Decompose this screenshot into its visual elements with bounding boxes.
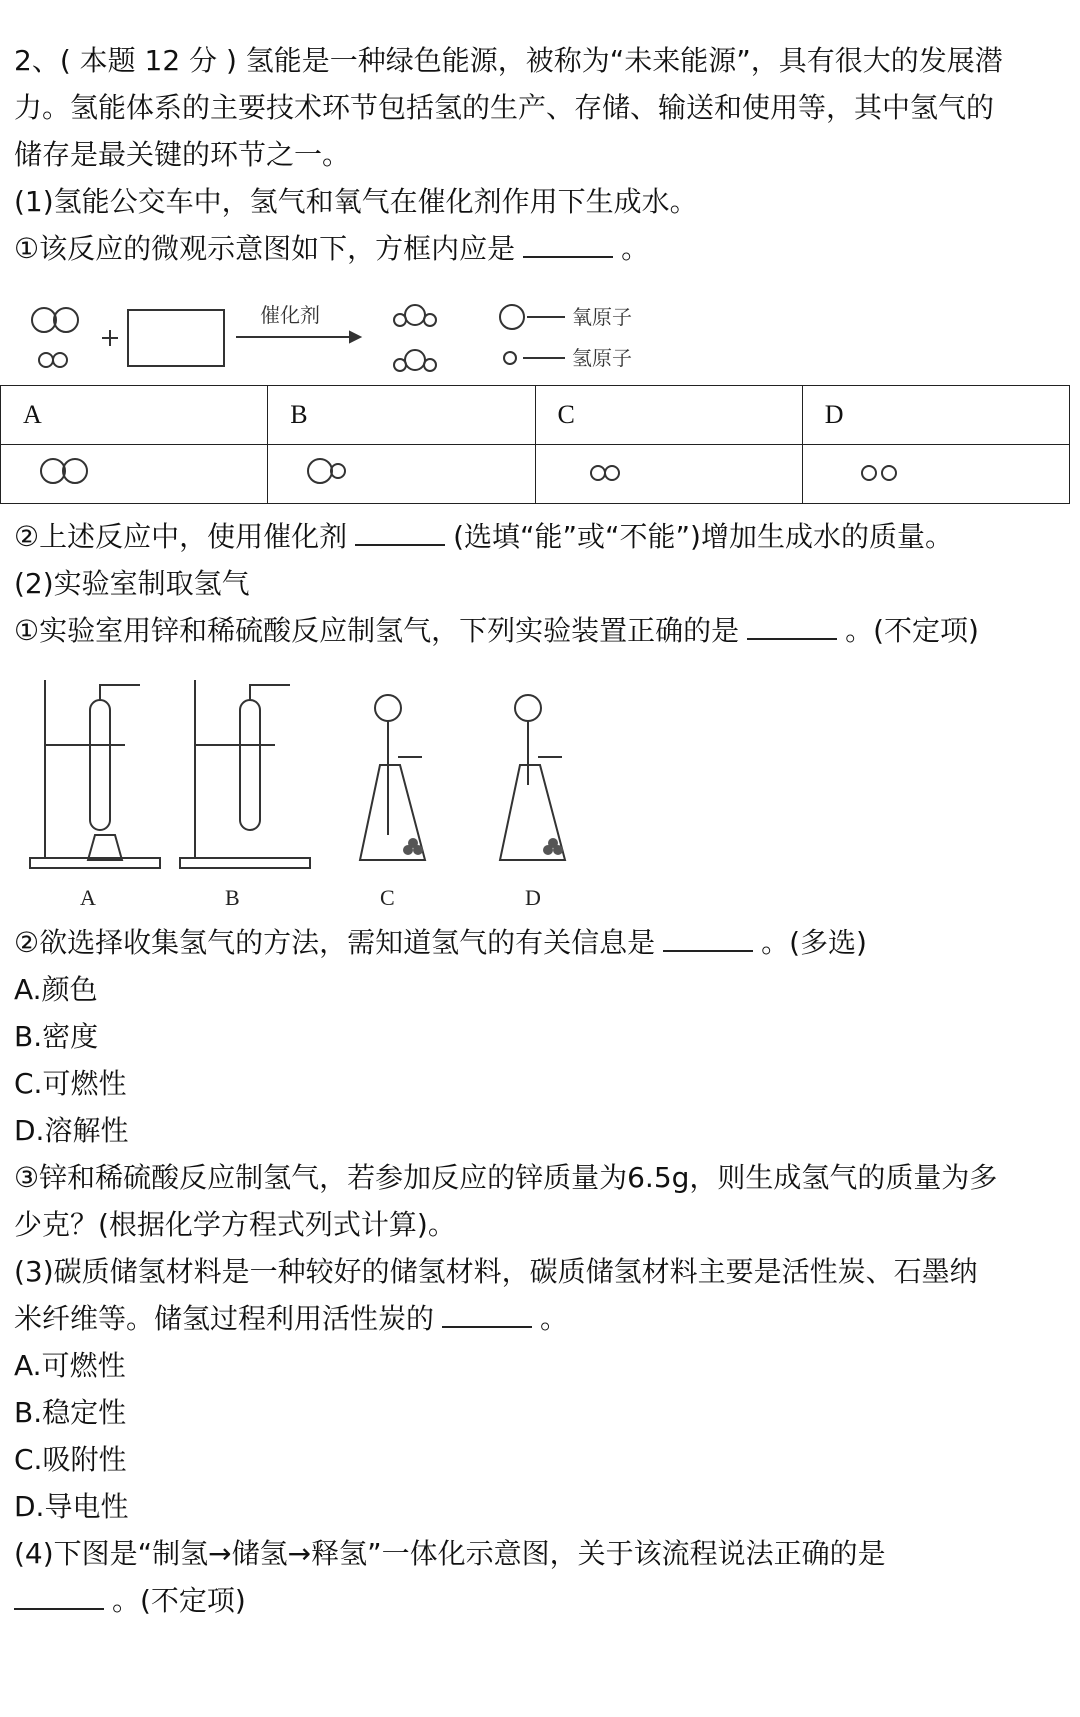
subquestion-3-line-1: (3)碳质储氢材料是一种较好的储氢材料，碳质储氢材料主要是活性炭、石墨纳 [14, 1255, 978, 1288]
apparatus-figure [20, 660, 580, 900]
answer-blank[interactable] [663, 928, 753, 952]
subquestion-4-line-2 [14, 1584, 246, 1618]
question-intro-line-3: 储存是最关键的环节之一。 [14, 138, 351, 171]
apparatus-label-a: A [80, 885, 96, 910]
text: ①该反应的微观示意图如下，方框内应是 [14, 232, 516, 265]
option-b-label: B [268, 386, 535, 445]
text: ②欲选择收集氢气的方法，需知道氢气的有关信息是 [14, 926, 656, 959]
legend-oxygen-label: 氧原子 [572, 305, 632, 329]
table-molecule-row [1, 445, 1070, 504]
subquestion-2-part-3-line-2: 少克？(根据化学方程式列式计算)。 [14, 1208, 456, 1241]
text: 米纤维等。储氢过程利用活性炭的 [14, 1302, 435, 1335]
option-c[interactable]: C.可燃性 [14, 1067, 127, 1100]
option-d-label: D [802, 386, 1069, 445]
table-header-row [1, 386, 1070, 445]
answer-box [128, 310, 224, 366]
o2-molecule-atom [54, 308, 78, 332]
subquestion-4-line-1: (4)下图是“制氢→储氢→释氢”一体化示意图，关于该流程说法正确的是 [14, 1537, 886, 1570]
subquestion-1-part-1 [14, 232, 649, 266]
option-b-molecule [268, 445, 535, 504]
options-table [0, 385, 1070, 504]
legend-oxygen-atom [500, 305, 524, 329]
text: (选填“能”或“不能”)增加生成水的质量。 [453, 520, 953, 553]
reaction-diagram [20, 280, 740, 380]
apparatus-label-d: D [525, 885, 541, 910]
option-a[interactable]: A.颜色 [14, 973, 98, 1006]
subquestion-2-part-3-line-1: ③锌和稀硫酸反应制氢气，若参加反应的锌质量为6.5g，则生成氢气的质量为多 [14, 1161, 998, 1194]
option-c[interactable]: C.吸附性 [14, 1443, 127, 1476]
option-a-molecule [1, 445, 268, 504]
water-molecule-h [394, 314, 406, 326]
option-d[interactable]: D.导电性 [14, 1490, 129, 1523]
answer-blank[interactable] [442, 1304, 532, 1328]
subquestion-2-title: (2)实验室制取氢气 [14, 567, 250, 600]
legend-hydrogen-atom [504, 352, 516, 364]
subquestion-2-part-2 [14, 926, 867, 960]
option-b[interactable]: B.密度 [14, 1020, 99, 1053]
option-c-molecule [535, 445, 802, 504]
catalyst-label: 催化剂 [260, 303, 320, 327]
h2-molecule-atom [39, 353, 53, 367]
answer-blank[interactable] [747, 616, 837, 640]
subquestion-1-part-2 [14, 520, 953, 554]
text: 。(多选) [761, 926, 867, 959]
text: 。(不定项) [112, 1584, 246, 1617]
apparatus-label-c: C [380, 885, 395, 910]
water-molecule-h [394, 359, 406, 371]
option-b[interactable]: B.稳定性 [14, 1396, 127, 1429]
text: ②上述反应中，使用催化剂 [14, 520, 348, 553]
answer-blank[interactable] [14, 1586, 104, 1610]
text: 。(不定项) [845, 614, 979, 647]
water-molecule-h [424, 359, 436, 371]
text: 。 [540, 1302, 569, 1335]
option-a[interactable]: A.可燃性 [14, 1349, 126, 1382]
option-d[interactable]: D.溶解性 [14, 1114, 129, 1147]
o2-molecule-atom [32, 308, 56, 332]
apparatus-label-b: B [225, 885, 240, 910]
water-molecule-o [405, 305, 425, 325]
question-intro-line-1: 2、( 本题 12 分 ) 氢能是一种绿色能源，被称为“未来能源”，具有很大的发展潜 [14, 44, 1003, 77]
answer-blank[interactable] [523, 234, 613, 258]
text: ①实验室用锌和稀硫酸反应制氢气，下列实验装置正确的是 [14, 614, 740, 647]
subquestion-2-part-1 [14, 614, 979, 648]
answer-blank[interactable] [355, 522, 445, 546]
h2-molecule-atom [53, 353, 67, 367]
subquestion-3-line-2 [14, 1302, 568, 1336]
option-c-label: C [535, 386, 802, 445]
option-a-label: A [1, 386, 268, 445]
legend-hydrogen-label: 氢原子 [572, 346, 632, 370]
water-molecule-o [405, 350, 425, 370]
subquestion-1-title: (1)氢能公交车中，氢气和氧气在催化剂作用下生成水。 [14, 185, 698, 218]
water-molecule-h [424, 314, 436, 326]
question-intro-line-2: 力。氢能体系的主要技术环节包括氢的生产、存储、输送和使用等，其中氢气的 [14, 91, 995, 124]
text: 。 [621, 232, 650, 265]
option-d-molecule [802, 445, 1069, 504]
